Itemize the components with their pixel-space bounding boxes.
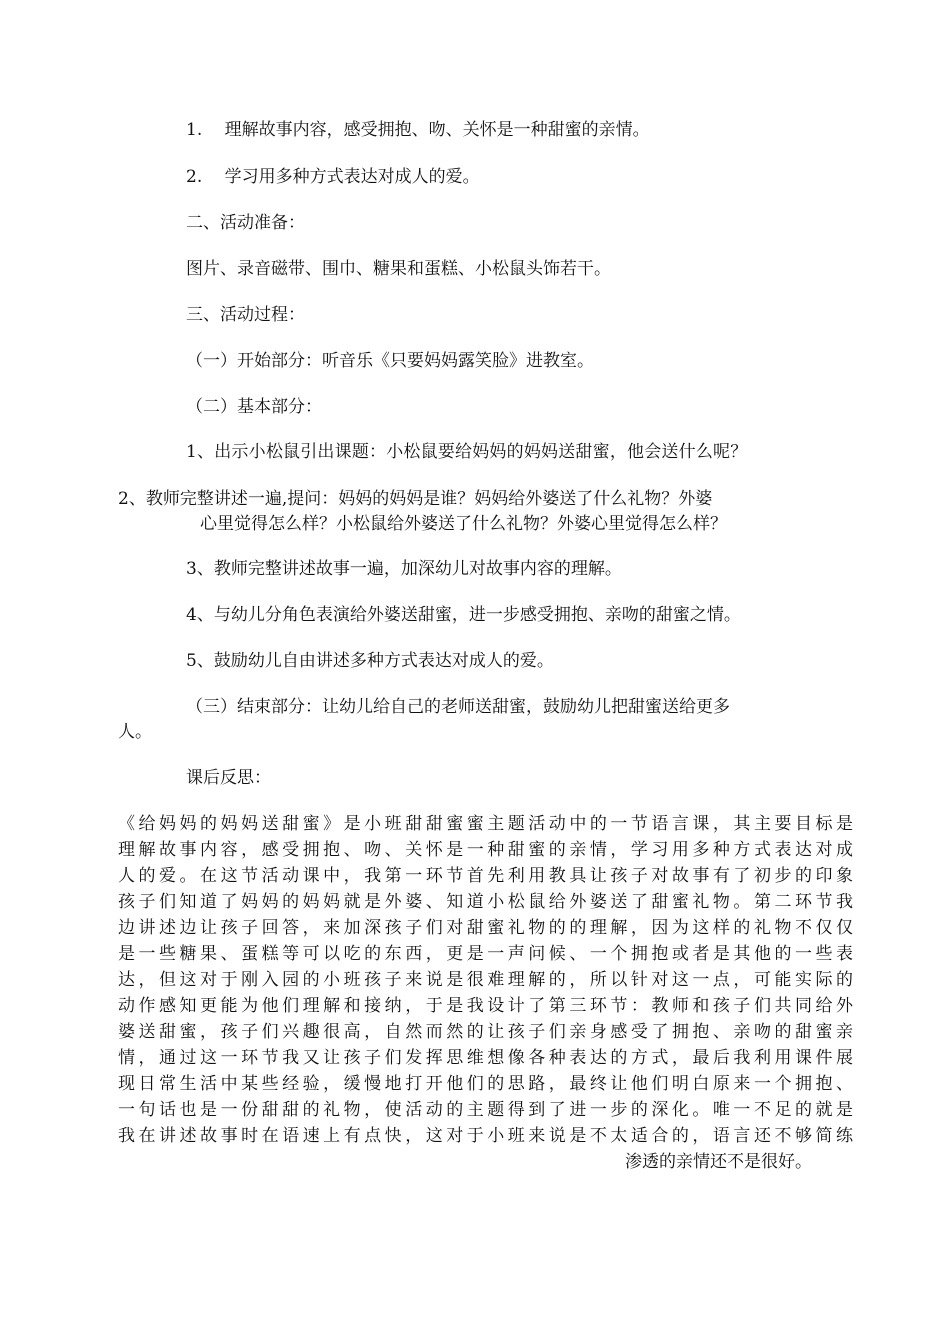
part2-heading: （二）基本部分： — [186, 397, 322, 417]
prep-items: 图片、录音磁带、围巾、糖果和蛋糕、小松鼠头饰若干。 — [186, 259, 611, 279]
reflection-line: 情，通过这一环节我又让孩子们发挥思维想像各种表达的方式，最后我利用课件展 — [118, 1048, 853, 1068]
step-2-line-1: 2、教师完整讲述一遍,提问：妈妈的妈妈是谁？妈妈给外婆送了什么礼物？外婆 — [118, 489, 713, 509]
step-3: 3、教师完整讲述故事一遍，加深幼儿对故事内容的理解。 — [186, 559, 622, 579]
reflection-line: 婆送甜蜜，孩子们兴趣很高，自然而然的让孩子们亲身感受了拥抱、亲吻的甜蜜亲 — [118, 1022, 853, 1042]
reflection-line: 达，但这对于刚入园的小班孩子来说是很难理解的，所以针对这一点，可能实际的 — [118, 970, 853, 990]
objective-2: 2. 学习用多种方式表达对成人的爱。 — [186, 167, 480, 187]
prep-heading: 二、活动准备： — [186, 213, 305, 233]
reflection-line: 人的爱。在这节活动课中，我第一环节首先利用教具让孩子对故事有了初步的印象 — [118, 866, 853, 886]
part1-opening: （一）开始部分：听音乐《只要妈妈露笑脸》进教室。 — [186, 351, 594, 371]
objective-1: 1. 理解故事内容，感受拥抱、吻、关怀是一种甜蜜的亲情。 — [186, 120, 650, 140]
step-2-line-2: 心里觉得怎么样？小松鼠给外婆送了什么礼物？外婆心里觉得怎么样？ — [200, 514, 727, 534]
part3-line-2: 人。 — [118, 722, 152, 742]
reflection-line: 我在讲述故事时在语速上有点快，这对于小班来说是不太适合的，语言还不够简练 — [118, 1126, 853, 1146]
process-heading: 三、活动过程： — [186, 305, 305, 325]
reflection-line: 《给妈妈的妈妈送甜蜜》是小班甜甜蜜蜜主题活动中的一节语言课，其主要目标是 — [118, 814, 853, 834]
reflection-last-line: 渗透的亲情还不是很好。 — [625, 1152, 812, 1172]
reflection-line: 动作感知更能为他们理解和接纳，于是我设计了第三环节：教师和孩子们共同给外 — [118, 996, 853, 1016]
part3-line-1: （三）结束部分：让幼儿给自己的老师送甜蜜，鼓励幼儿把甜蜜送给更多 — [186, 697, 730, 717]
reflection-line: 孩子们知道了妈妈的妈妈就是外婆、知道小松鼠给外婆送了甜蜜礼物。第二环节我 — [118, 892, 853, 912]
step-5: 5、鼓励幼儿自由讲述多种方式表达对成人的爱。 — [186, 651, 554, 671]
reflection-line: 一句话也是一份甜甜的礼物，使活动的主题得到了进一步的深化。唯一不足的就是 — [118, 1100, 853, 1120]
step-4: 4、与幼儿分角色表演给外婆送甜蜜，进一步感受拥抱、亲吻的甜蜜之情。 — [186, 605, 741, 625]
step-1: 1、出示小松鼠引出课题：小松鼠要给妈妈的妈妈送甜蜜，他会送什么呢？ — [186, 442, 748, 462]
reflection-line: 是一些糖果、蛋糕等可以吃的东西，更是一声问候、一个拥抱或者是其他的一些表 — [118, 944, 853, 964]
reflection-line: 现日常生活中某些经验，缓慢地打开他们的思路，最终让他们明白原来一个拥抱、 — [118, 1074, 853, 1094]
reflection-line: 理解故事内容，感受拥抱、吻、关怀是一种甜蜜的亲情，学习用多种方式表达对成 — [118, 840, 853, 860]
reflection-line: 边讲述边让孩子回答，来加深孩子们对甜蜜礼物的的理解，因为这样的礼物不仅仅 — [118, 918, 853, 938]
reflection-heading: 课后反思： — [186, 768, 271, 788]
